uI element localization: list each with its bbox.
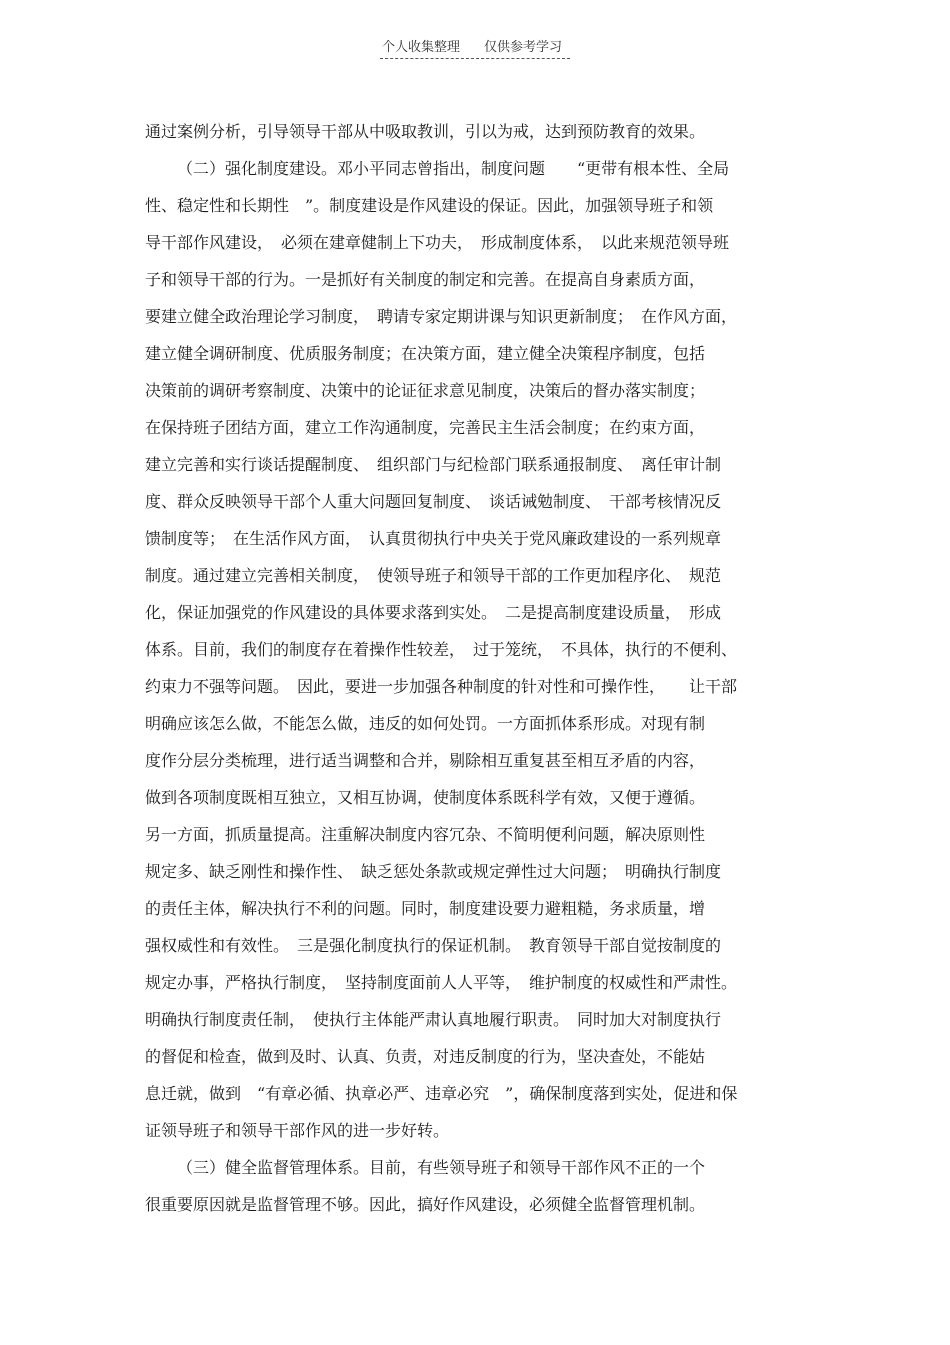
text-line-6 xyxy=(145,298,815,335)
text-line-9 xyxy=(145,409,815,446)
line-text: 强权威性和有效性。 三是强化制度执行的保证机制。 教育领导干部自觉按制度的 xyxy=(145,936,722,955)
line-text: 明确应该怎么做，不能怎么做，违反的如何处罚。一方面抓体系形成。对现有制 xyxy=(145,714,706,733)
line-text: 在保持班子团结方面，建立工作沟通制度，完善民主生活会制度；在约束方面， xyxy=(145,418,706,437)
line-text: 另一方面，抓质量提高。注重解决制度内容冗杂、不简明便利问题，解决原则性 xyxy=(145,825,706,844)
line-text: 息迁就，做到 “有章必循、执章必严、违章必究 ”，确保制度落到实处，促进和保 xyxy=(145,1084,738,1103)
text-line-23 xyxy=(145,927,815,964)
text-line-3 xyxy=(145,187,815,224)
line-text: 建立健全调研制度、优质服务制度；在决策方面，建立健全决策程序制度，包括 xyxy=(145,344,706,363)
text-line-29 xyxy=(145,1149,815,1186)
text-line-5 xyxy=(145,261,815,298)
line-text: 决策前的调研考察制度、决策中的论证征求意见制度，决策后的督办落实制度； xyxy=(145,381,706,400)
text-line-30 xyxy=(145,1186,815,1223)
line-text: 导干部作风建设， 必须在建章健制上下功夫， 形成制度体系， 以此来规范领导班 xyxy=(145,233,730,252)
text-line-20 xyxy=(145,816,815,853)
line-text: 性、稳定性和长期性 ”。制度建设是作风建设的保证。因此，加强领导班子和领 xyxy=(145,196,714,215)
line-text: 很重要原因就是监督管理不够。因此，搞好作风建设，必须健全监督管理机制。 xyxy=(145,1195,706,1214)
header-right-text: 仅供参考学习 xyxy=(484,40,563,55)
text-line-11 xyxy=(145,483,815,520)
line-text: 建立完善和实行谈话提醒制度、 组织部门与纪检部门联系通报制度、 离任审计制 xyxy=(145,455,722,474)
line-text: （三）健全监督管理体系。目前，有些领导班子和领导干部作风不正的一个 xyxy=(177,1158,706,1177)
line-text: 要建立健全政治理论学习制度， 聘请专家定期讲课与知识更新制度； 在作风方面， xyxy=(145,307,738,326)
text-line-17 xyxy=(145,705,815,742)
line-text: 体系。目前，我们的制度存在着操作性较差， 过于笼统， 不具体，执行的不便利、 xyxy=(145,640,738,659)
text-line-16 xyxy=(145,668,815,705)
line-text: 化，保证加强党的作风建设的具体要求落到实处。 二是提高制度建设质量， 形成 xyxy=(145,603,722,622)
text-line-2 xyxy=(145,150,815,187)
line-text: 约束力不强等问题。 因此，要进一步加强各种制度的针对性和可操作性， 让干部 xyxy=(145,677,738,696)
text-line-26 xyxy=(145,1038,815,1075)
header-dashed-rule xyxy=(380,58,570,59)
text-line-14 xyxy=(145,594,815,631)
text-line-15 xyxy=(145,631,815,668)
text-line-18 xyxy=(145,742,815,779)
document-body xyxy=(145,113,815,1223)
line-text: 度作分层分类梳理，进行适当调整和合并，剔除相互重复甚至相互矛盾的内容， xyxy=(145,751,706,770)
line-text: 证领导班子和领导干部作风的进一步好转。 xyxy=(145,1121,450,1140)
header-text xyxy=(382,38,568,58)
text-line-12 xyxy=(145,520,815,557)
line-text: 馈制度等； 在生活作风方面， 认真贯彻执行中央关于党风廉政建设的一系列规章 xyxy=(145,529,722,548)
page-header xyxy=(0,38,950,62)
line-text: 的督促和检查，做到及时、认真、负责，对违反制度的行为，坚决查处，不能姑 xyxy=(145,1047,706,1066)
text-line-27 xyxy=(145,1075,815,1112)
line-text: 做到各项制度既相互独立，又相互协调，使制度体系既科学有效，又便于遵循。 xyxy=(145,788,706,807)
text-line-28 xyxy=(145,1112,815,1149)
line-text: 度、群众反映领导干部个人重大问题回复制度、 谈话诫勉制度、 干部考核情况反 xyxy=(145,492,722,511)
text-line-25 xyxy=(145,1001,815,1038)
text-line-13 xyxy=(145,557,815,594)
text-line-22 xyxy=(145,890,815,927)
text-line-1 xyxy=(145,113,815,150)
text-line-7 xyxy=(145,335,815,372)
line-text: 规定办事，严格执行制度， 坚持制度面前人人平等， 维护制度的权威性和严肃性。 xyxy=(145,973,738,992)
header-left-text: 个人收集整理 xyxy=(382,40,461,55)
line-text: 明确执行制度责任制， 使执行主体能严肃认真地履行职责。 同时加大对制度执行 xyxy=(145,1010,722,1029)
line-text: 的责任主体，解决执行不利的问题。同时，制度建设要力避粗糙，务求质量，增 xyxy=(145,899,706,918)
text-line-19 xyxy=(145,779,815,816)
line-text: （二）强化制度建设。邓小平同志曾指出，制度问题 “更带有根本性、全局 xyxy=(177,159,730,178)
line-text: 通过案例分析，引导领导干部从中吸取教训，引以为戒，达到预防教育的效果。 xyxy=(145,122,706,141)
text-line-10 xyxy=(145,446,815,483)
text-line-21 xyxy=(145,853,815,890)
text-line-24 xyxy=(145,964,815,1001)
text-line-8 xyxy=(145,372,815,409)
line-text: 子和领导干部的行为。一是抓好有关制度的制定和完善。在提高自身素质方面， xyxy=(145,270,706,289)
line-text: 规定多、缺乏刚性和操作性、 缺乏惩处条款或规定弹性过大问题； 明确执行制度 xyxy=(145,862,722,881)
text-line-4 xyxy=(145,224,815,261)
line-text: 制度。通过建立完善相关制度， 使领导班子和领导干部的工作更加程序化、 规范 xyxy=(145,566,722,585)
